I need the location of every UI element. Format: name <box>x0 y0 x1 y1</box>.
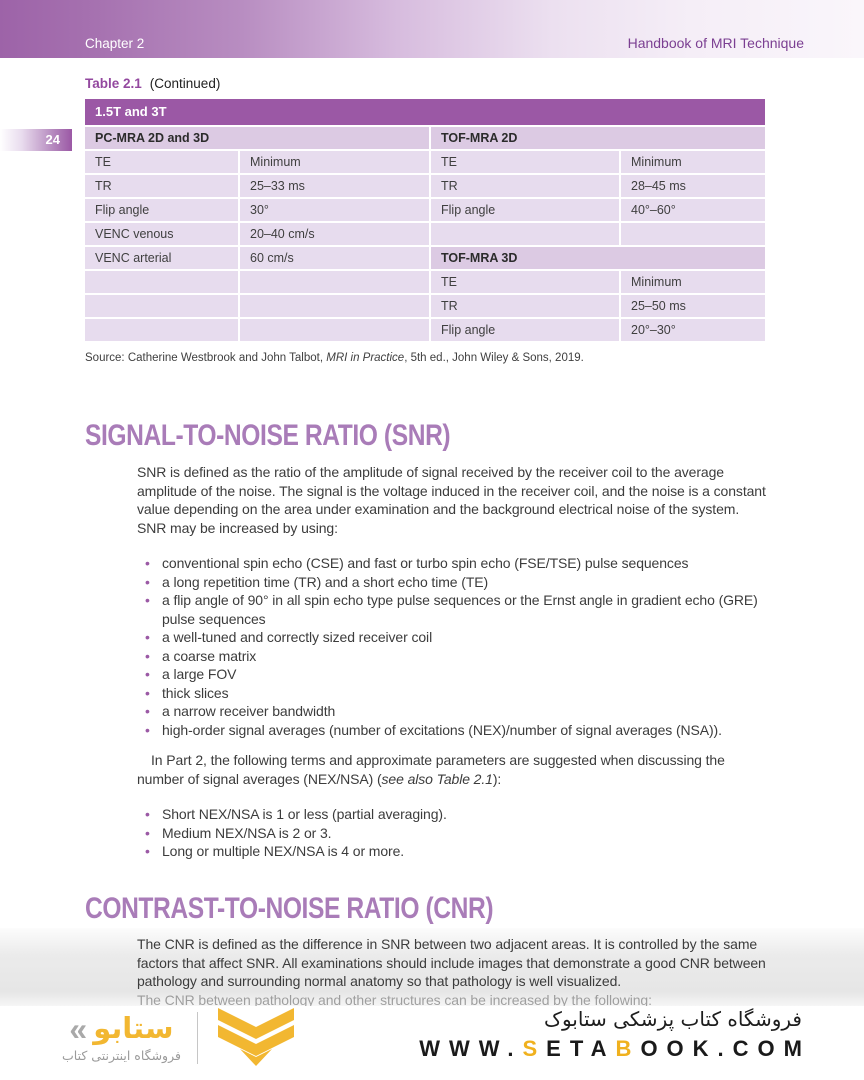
source-suffix: , 5th ed., John Wiley & Sons, 2019. <box>404 352 584 364</box>
list-item: • conventional spin echo (CSE) and fast or turbo spin echo (FSE/TSE) pulse sequences <box>145 554 767 573</box>
url-part: WWW. <box>419 1036 523 1061</box>
table-cell: 20°–30° <box>621 319 765 341</box>
table-cell <box>240 295 429 317</box>
table-source-note <box>85 352 584 364</box>
mri-parameters-table <box>85 99 765 341</box>
table-title-row: 1.5T and 3T <box>85 99 765 125</box>
snr-intro-paragraph: SNR is defined as the ratio of the amplitude of signal received by the receiver coil to the average amplitude of the noise. The signal is the voltage induced in the receiver coil, and the noise is a constant value depending on the area under examination and the background electrical noise of the system. SNR may be increased by using: <box>137 464 766 536</box>
table-cell: 40°–60° <box>621 199 765 221</box>
table-cell: Flip angle <box>85 199 238 221</box>
source-prefix: Source: Catherine Westbrook and John Talbot, <box>85 352 327 364</box>
table-cell: VENC venous <box>85 223 238 245</box>
list-item: • a long repetition time (TR) and a short echo time (TE) <box>145 573 767 592</box>
list-item: • thick slices <box>145 684 767 703</box>
table-subheader-tof-mra-2d: TOF-MRA 2D <box>431 127 765 149</box>
table-cell: TE <box>431 151 619 173</box>
table-cell: VENC arterial <box>85 247 238 269</box>
logo-tagline: فروشگاه اینترنتی کتاب <box>62 1048 181 1063</box>
list-item: • Short NEX/NSA is 1 or less (partial averaging). <box>145 805 767 824</box>
table-subheader-pc-mra: PC-MRA 2D and 3D <box>85 127 429 149</box>
kaf-chevron-icon: « <box>69 1011 88 1047</box>
table-cell: 25–33 ms <box>240 175 429 197</box>
source-book-title: MRI in Practice <box>326 352 405 364</box>
list-item: • Medium NEX/NSA is 2 or 3. <box>145 824 767 843</box>
table-cell <box>431 223 619 245</box>
url-part: OOK.COM <box>640 1036 811 1061</box>
store-title-persian: فروشگاه کتاب پزشکی ستابوک <box>544 1007 802 1031</box>
logo-divider <box>197 1012 198 1064</box>
setabook-arabic-wordmark: ستابو <box>93 1011 174 1046</box>
page-number-tab <box>0 129 72 151</box>
list-item: • Long or multiple NEX/NSA is 4 or more. <box>145 842 767 861</box>
table-cell: TR <box>431 295 619 317</box>
table-cell: TR <box>85 175 238 197</box>
list-item: • a narrow receiver bandwidth <box>145 702 767 721</box>
table-cell: Minimum <box>240 151 429 173</box>
list-item: • high-order signal averages (number of excitations (NEX)/number of signal averages (NSA)). <box>145 721 767 740</box>
nex-nsa-bullet-list <box>145 805 767 861</box>
list-item: • a flip angle of 90° in all spin echo type pulse sequences or the Ernst angle in gradient echo (GRE) pulse sequences <box>145 591 767 628</box>
table-cell: 60 cm/s <box>240 247 429 269</box>
table-cell: 20–40 cm/s <box>240 223 429 245</box>
chapter-label: Chapter 2 <box>85 36 145 51</box>
table-cell <box>85 271 238 293</box>
table-cell <box>85 295 238 317</box>
table-cell: TR <box>431 175 619 197</box>
part2-prefix: In Part 2, the following terms and approximate parameters are suggested when discussing the number of signal averages (NEX/NSA) ( <box>137 752 725 787</box>
setabook-footer <box>0 1006 864 1080</box>
triple-chevron-down-icon <box>214 1008 298 1068</box>
table-cell: Flip angle <box>431 199 619 221</box>
table-cell: Minimum <box>621 151 765 173</box>
table-cell <box>240 271 429 293</box>
cnr-paragraph <box>137 935 769 999</box>
setabook-wordmark <box>69 1013 173 1045</box>
setabook-url <box>419 1036 811 1062</box>
url-part-gold: B <box>615 1036 641 1061</box>
list-item: • a coarse matrix <box>145 647 767 666</box>
table-cell: Minimum <box>621 271 765 293</box>
table-cell <box>240 319 429 341</box>
setabook-logo <box>62 1008 298 1068</box>
url-part: ETA <box>546 1036 616 1061</box>
table-caption-label: Table 2.1 <box>85 76 142 91</box>
table-cell: 25–50 ms <box>621 295 765 317</box>
cnr-body-text: The CNR is defined as the difference in SNR between two adjacent areas. It is controlled by the same factors that affect SNR. All examinations should include images that demonstrate a good CNR between pathology and surrounding normal anatomy so that pathology is well visualized. <box>137 936 766 989</box>
table-subheader-tof-mra-3d: TOF-MRA 3D <box>431 247 765 269</box>
list-item: • a large FOV <box>145 665 767 684</box>
table-cell: 30° <box>240 199 429 221</box>
footer-right-text <box>419 1007 811 1062</box>
url-part-gold: S <box>522 1036 547 1061</box>
part2-suffix: ): <box>492 770 502 787</box>
nex-nsa-paragraph <box>137 751 767 788</box>
table-cell: 28–45 ms <box>621 175 765 197</box>
table-cell <box>621 223 765 245</box>
snr-heading: SIGNAL-TO-NOISE RATIO (SNR) <box>85 419 451 452</box>
book-title: Handbook of MRI Technique <box>627 35 804 51</box>
list-item: • a well-tuned and correctly sized receiver coil <box>145 628 767 647</box>
cnr-heading: CONTRAST-TO-NOISE RATIO (CNR) <box>85 892 494 925</box>
part2-see-also: see also Table 2.1 <box>381 770 493 787</box>
table-cell <box>85 319 238 341</box>
table-cell: TE <box>85 151 238 173</box>
table-caption-suffix: (Continued) <box>149 76 221 91</box>
table-caption <box>85 76 220 91</box>
table-cell: Flip angle <box>431 319 619 341</box>
page-header-band <box>0 0 864 58</box>
snr-bullet-list <box>145 554 767 739</box>
table-cell: TE <box>431 271 619 293</box>
cnr-clipped-line <box>137 991 769 999</box>
page-number: 24 <box>45 132 60 147</box>
